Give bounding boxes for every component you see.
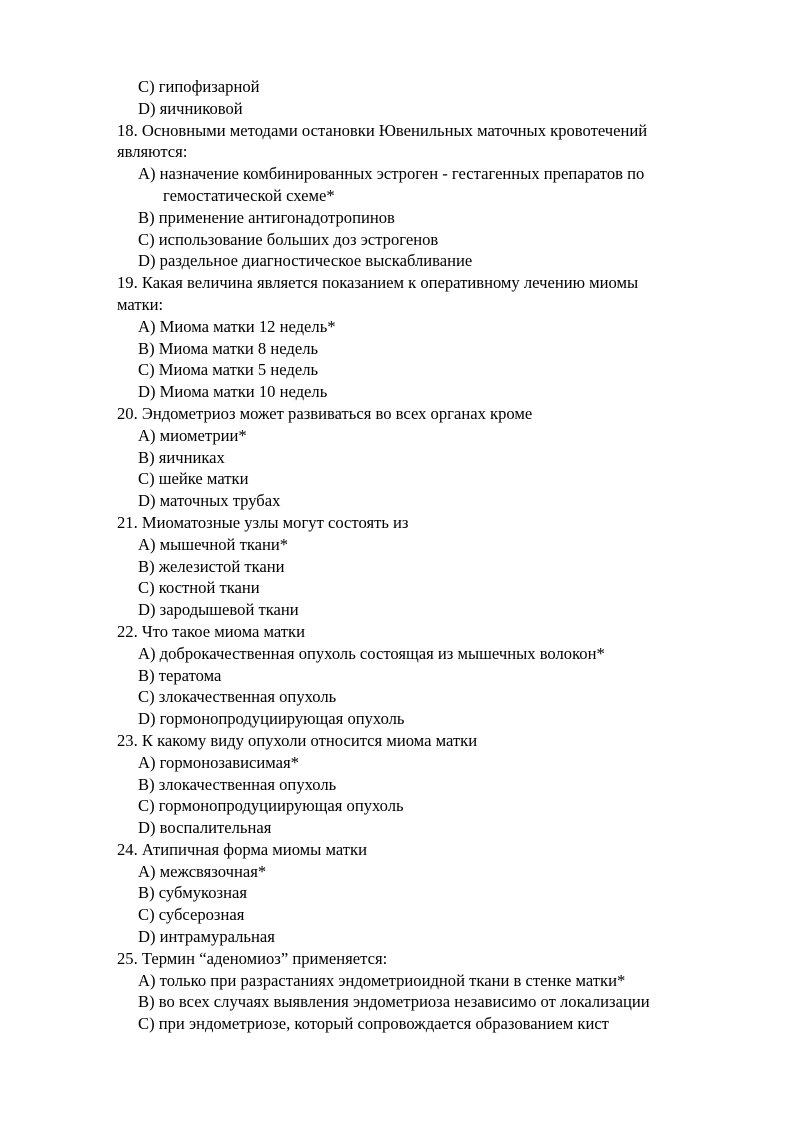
question-text: 20. Эндометриоз может развиваться во всех органах кроме xyxy=(117,403,533,423)
answer-option: A) Миома матки 12 недель* xyxy=(138,316,336,336)
answer-option: C) при эндометриозе, который сопровождается образованием кист xyxy=(138,1014,609,1034)
answer-option: C) использование больших доз эстрогенов xyxy=(138,229,439,249)
answer-option: A) мышечной ткани* xyxy=(138,534,289,554)
answer-option: A) только при разрастаниях эндометриоидной ткани в стенке матки* xyxy=(138,970,626,990)
answer-option: B) субмукозная xyxy=(138,883,247,903)
answer-option: A) назначение комбинированных эстроген - гестагенных препаратов по xyxy=(138,164,645,184)
answer-option: C) шейке матки xyxy=(138,469,249,489)
answer-option: A) межсвязочная* xyxy=(138,861,267,881)
answer-option-continuation: гемостатической схеме* xyxy=(163,185,335,205)
answer-option: D) гормонопродуциирующая опухоль xyxy=(138,709,405,729)
answer-option: B) Миома матки 8 недель xyxy=(138,338,319,358)
question-text-continuation: матки: xyxy=(117,294,164,314)
answer-option: D) маточных трубах xyxy=(138,491,281,511)
question-text: 24. Атипичная форма миомы матки xyxy=(117,839,367,859)
answer-option: D) зародышевой ткани xyxy=(138,600,299,620)
answer-option: D) воспалительная xyxy=(138,818,272,838)
question-text-continuation: являются: xyxy=(117,142,188,162)
answer-option: B) во всех случаях выявления эндометриоза независимо от локализации xyxy=(138,992,650,1012)
answer-option: B) злокачественная опухоль xyxy=(138,774,337,794)
document-page xyxy=(117,76,727,1035)
answer-option: A) гормонозависимая* xyxy=(138,752,299,772)
answer-option: B) применение антигонадотропинов xyxy=(138,207,395,227)
question-text: 18. Основными методами остановки Ювенильных маточных кровотечений xyxy=(117,120,648,140)
answer-option: C) Миома матки 5 недель xyxy=(138,360,319,380)
answer-option: B) тератома xyxy=(138,665,222,685)
question-text: 25. Термин “аденомиоз” применяется: xyxy=(117,948,388,968)
question-text: 19. Какая величина является показанием к оперативному лечению миомы xyxy=(117,273,639,293)
question-text: 21. Миоматозные узлы могут состоять из xyxy=(117,512,409,532)
answer-option: D) яичниковой xyxy=(138,98,243,118)
answer-option: D) раздельное диагностическое выскабливание xyxy=(138,251,473,271)
answer-option: C) костной ткани xyxy=(138,578,260,598)
answer-option: C) гормонопродуциирующая опухоль xyxy=(138,796,404,816)
answer-option: D) интрамуральная xyxy=(138,927,275,947)
answer-option: C) гипофизарной xyxy=(138,77,260,96)
answer-option: A) миометрии* xyxy=(138,425,247,445)
question-text: 22. Что такое миома матки xyxy=(117,621,305,641)
answer-option: A) доброкачественная опухоль состоящая из мышечных волокон* xyxy=(138,643,605,663)
answer-option: C) субсерозная xyxy=(138,905,245,925)
answer-option: B) яичниках xyxy=(138,447,225,467)
answer-option: C) злокачественная опухоль xyxy=(138,687,337,707)
question-text: 23. К какому виду опухоли относится миома матки xyxy=(117,730,478,750)
answer-option: B) железистой ткани xyxy=(138,556,285,576)
answer-option: D) Миома матки 10 недель xyxy=(138,382,328,402)
